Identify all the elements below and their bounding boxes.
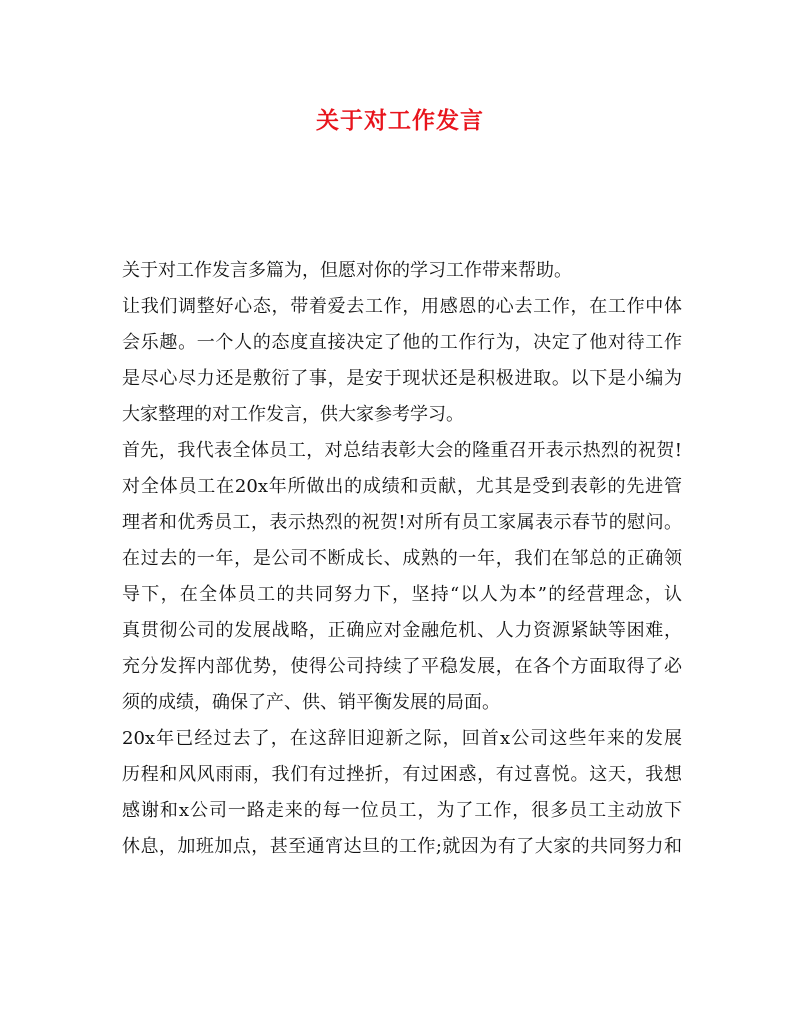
paragraph-line: 充分发挥内部优势，使得公司持续了平稳发展，在各个方面取得了必 xyxy=(122,656,682,677)
paragraph-line: 在过去的一年，是公司不断成长、成熟的一年，我们在邹总的正确领 xyxy=(122,548,682,569)
paragraph-line: 会乐趣。一个人的态度直接决定了他的工作行为，决定了他对待工作 xyxy=(122,332,682,353)
paragraph-line: 大家整理的对工作发言，供大家参考学习。 xyxy=(122,404,464,425)
paragraph-line: 是尽心尽力还是敷衍了事，是安于现状还是积极进取。以下是小编为 xyxy=(122,368,682,389)
document-title: 关于对工作发言 xyxy=(316,107,484,134)
paragraph-line: 对全体员工在20x年所做出的成绩和贡献，尤其是受到表彰的先进管 xyxy=(122,476,682,497)
paragraph-line: 休息，加班加点，甚至通宵达旦的工作;就因为有了大家的共同努力和 xyxy=(122,836,682,857)
paragraph-line: 首先，我代表全体员工，对总结表彰大会的隆重召开表示热烈的祝贺! xyxy=(122,440,682,461)
intro-line: 关于对工作发言多篇为，但愿对你的学习工作带来帮助。 xyxy=(122,260,572,281)
paragraph-line: 让我们调整好心态，带着爱去工作，用感恩的心去工作，在工作中体 xyxy=(122,296,682,317)
paragraph-line: 导下，在全体员工的共同努力下，坚持“以人为本”的经营理念，认 xyxy=(122,584,682,605)
paragraph-line: 须的成绩，确保了产、供、销平衡发展的局面。 xyxy=(122,692,500,713)
paragraph-line: 20x年已经过去了，在这辞旧迎新之际，回首x公司这些年来的发展 xyxy=(122,728,682,749)
paragraph-line: 理者和优秀员工，表示热烈的祝贺!对所有员工家属表示春节的慰问。 xyxy=(122,512,682,533)
document-body xyxy=(122,253,682,865)
paragraph-line: 真贯彻公司的发展战略，正确应对金融危机、人力资源紧缺等困难， xyxy=(122,620,682,641)
paragraph-line: 感谢和x公司一路走来的每一位员工，为了工作，很多员工主动放下 xyxy=(122,800,682,821)
paragraph-line: 历程和风风雨雨，我们有过挫折，有过困惑，有过喜悦。这天，我想 xyxy=(122,764,682,785)
